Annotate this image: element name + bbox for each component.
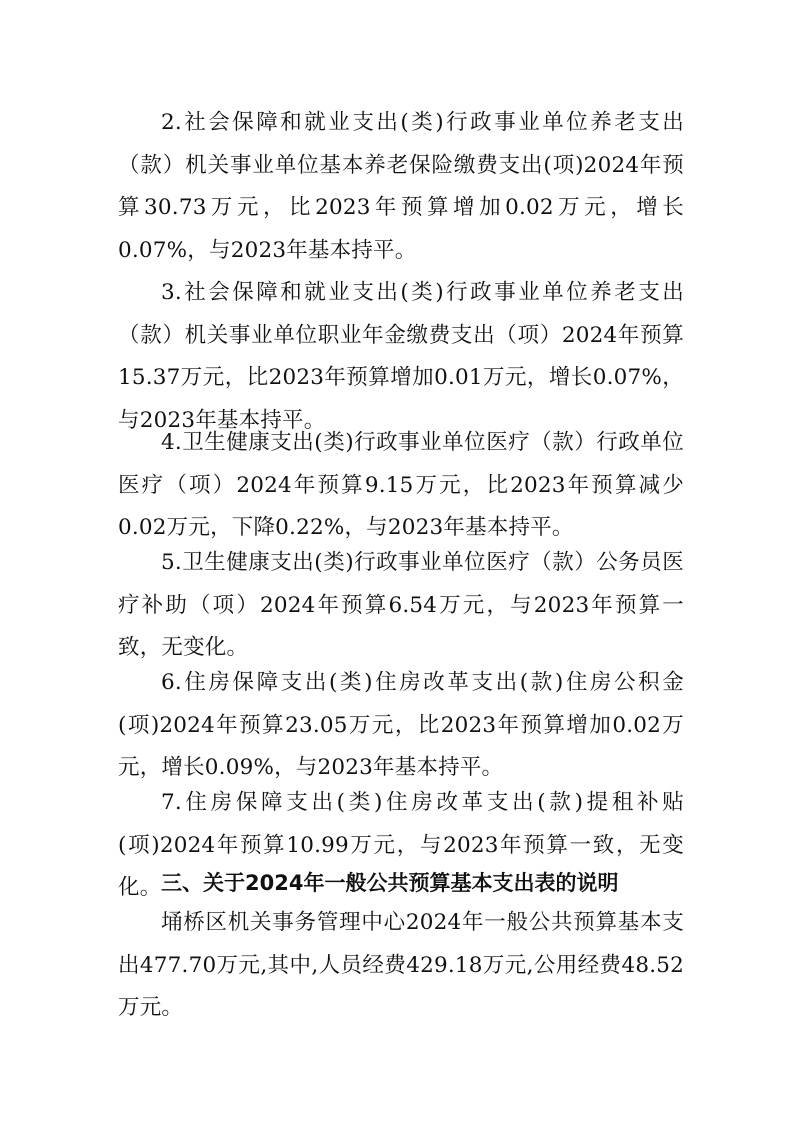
paragraph-item-5: 5.卫生健康支出(类)行政事业单位医疗（款）公务员医疗补助（项）2024年预算6.54万元，与2023年预算一致，无变化。 (118, 550, 684, 661)
section-heading: 三、关于2024年一般公共预算基本支出表的说明 (161, 871, 619, 895)
paragraph-item-2: 2.社会保障和就业支出(类)行政事业单位养老支出（款）机关事业单位基本养老保险缴费支出(项)2024年预算30.73万元，比2023年预算增加0.02万元，增长0.07%，与2023年基本持平。 (118, 110, 684, 263)
paragraph-item-6: 6.住房保障支出(类)住房改革支出(款)住房公积金(项)2024年预算23.05万元，比2023年预算增加0.02万元，增长0.09%，与2023年基本持平。 (118, 670, 684, 781)
closing-paragraph: 埇桥区机关事务管理中心2024年一般公共预算基本支出477.70万元,其中,人员经费429.18万元,公用经费48.52万元。 (118, 910, 684, 1021)
paragraph-item-4: 4.卫生健康支出(类)行政事业单位医疗（款）行政单位医疗（项）2024年预算9.15万元，比2023年预算减少0.02万元，下降0.22%，与2023年基本持平。 (118, 430, 684, 541)
paragraph-item-7: 7.住房保障支出(类)住房改革支出(款)提租补贴(项)2024年预算10.99万元，与2023年预算一致，无变化。 (118, 790, 684, 901)
paragraph-item-3: 3.社会保障和就业支出(类)行政事业单位养老支出（款）机关事业单位职业年金缴费支出（项）2024年预算15.37万元，比2023年预算增加0.01万元，增长0.07%，与2023年基本持平。 (118, 280, 684, 433)
